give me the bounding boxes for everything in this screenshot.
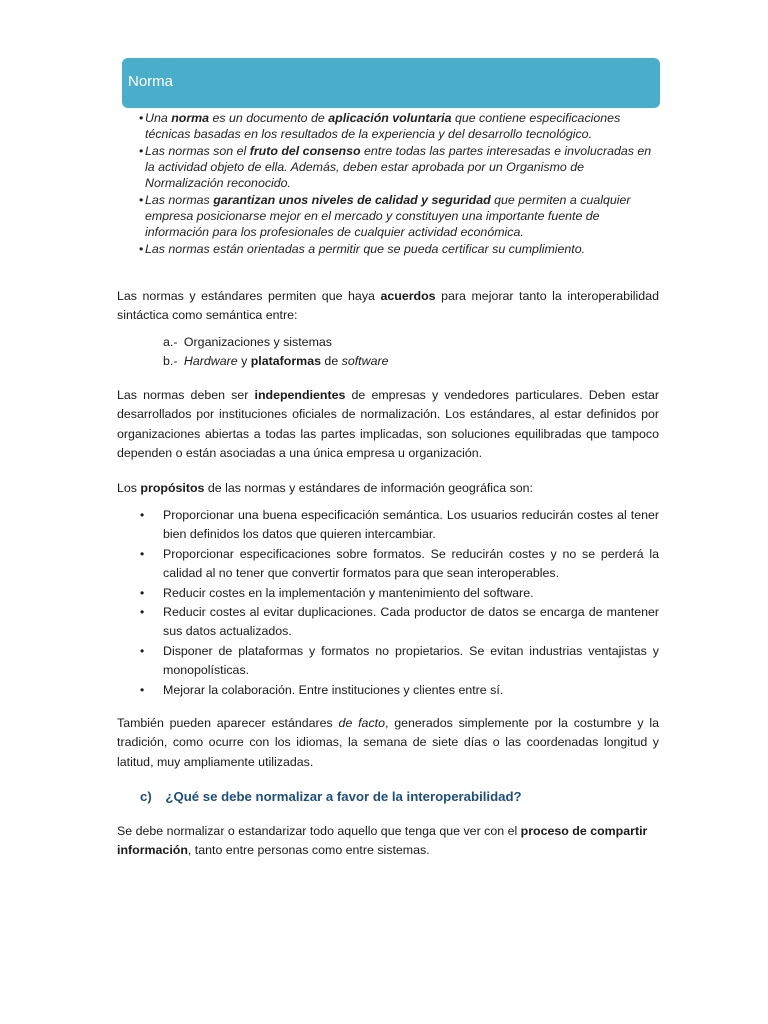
text-run: es un documento de — [209, 111, 329, 125]
norma-item-text — [145, 193, 631, 239]
text-run: norma — [171, 111, 210, 125]
section-letter: c) — [140, 789, 152, 804]
purpose-item — [140, 603, 659, 642]
text-run: propósitos — [140, 481, 205, 495]
purpose-item — [140, 681, 659, 700]
sublist-label: a.- — [163, 335, 178, 349]
bullet-icon: • — [140, 605, 145, 620]
section-heading — [140, 787, 522, 807]
sublist-label: b.- — [163, 354, 178, 368]
norma-item — [140, 110, 660, 142]
norma-item — [140, 192, 660, 240]
text-run: Las normas son el — [145, 144, 250, 158]
paragraph-propositos — [117, 479, 659, 498]
purpose-text: Mejorar la colaboración. Entre instituciones y clientes entre sí. — [163, 682, 504, 697]
text-run: Una — [145, 111, 172, 125]
section-title: ¿Qué se debe normalizar a favor de la interoperabilidad? — [165, 789, 522, 804]
purpose-item — [140, 642, 659, 681]
purpose-text: Proporcionar una buena especificación semántica. Los usuarios reducirán costes al tener bien definidos los datos que quieren intercambiar. — [163, 508, 659, 542]
text-run: y — [237, 354, 251, 368]
text-run: Organizaciones y sistemas — [183, 335, 332, 349]
text-run: que contiene especificaciones técnicas basadas en los resultados de la experiencia y del desarrollo tecnológico. — [145, 111, 621, 141]
bullet-icon: • — [139, 193, 144, 207]
text-run: fruto del consenso — [249, 144, 361, 158]
text-run: de — [320, 354, 342, 368]
bullet-icon: • — [140, 682, 145, 697]
norma-item — [140, 241, 660, 257]
text-run: , tanto entre personas como entre sistemas. — [187, 843, 430, 858]
paragraph-acuerdos — [117, 287, 659, 326]
text-run: Las normas deben ser — [117, 388, 255, 402]
bullet-icon: • — [140, 643, 145, 658]
text-run: entre todas las partes interesadas e involucradas en la actividad objeto de ella. Además, deben estar aprobada por un Organismo de Normalización reconocido. — [145, 144, 652, 190]
text-run: software — [341, 354, 389, 368]
text-run: garantizan unos niveles de calidad y seguridad — [213, 193, 491, 207]
bullet-icon: • — [139, 144, 144, 158]
norma-banner — [122, 58, 660, 108]
purpose-text: Proporcionar especificaciones sobre formatos. Se reducirán costes y no se perderá la calidad al no tener que convertir formatos para que sean interoperables. — [163, 546, 659, 581]
text-run: También pueden aparecer estándares — [117, 716, 339, 730]
purpose-item — [140, 506, 659, 545]
text-run: acuerdos — [380, 289, 436, 303]
text-run: de las normas y estándares de información geográfica son: — [204, 481, 533, 495]
sublist — [163, 333, 388, 371]
paragraph-independientes — [117, 386, 659, 464]
paragraph-de-facto — [117, 714, 659, 772]
text-run: Los — [117, 481, 141, 495]
bullet-icon: • — [140, 508, 145, 522]
text-run: Las normas y estándares permiten que haya — [117, 289, 381, 303]
text-run: de empresas y vendedores particulares. Deben estar desarrollados por instituciones oficiales de normalización. Los estándares, al estar definidos por organizaciones abiertas a todas las partes implicadas, son soluciones equilibradas que tampoco dependen o están asociadas a una única empresa u organización. — [117, 388, 660, 461]
norma-item-text — [145, 242, 585, 256]
norma-definition-list — [140, 110, 660, 258]
text-run: que permiten a cualquier empresa posicionarse mejor en el mercado y constituyen una importante fuente de información para los profesionales de cualquier actividad económica. — [145, 193, 631, 239]
text-run: Las normas — [145, 193, 214, 207]
bullet-icon: • — [139, 242, 144, 256]
text-run: aplicación voluntaria — [328, 111, 452, 125]
text-run: , generados simplemente por la costumbre y la tradición, como ocurre con los idiomas, la semana de siete días o las coordenadas longitud y latitud, muy ampliamente utilizadas. — [117, 716, 659, 769]
purpose-item — [140, 545, 659, 584]
text-run: Las normas están orientadas a permitir que se pueda certificar su cumplimiento. — [145, 242, 586, 256]
paragraph-conclusion — [117, 822, 659, 861]
text-run: Hardware — [183, 354, 238, 368]
text-run: independientes — [254, 388, 346, 402]
purpose-text: Reducir costes en la implementación y mantenimiento del software. — [163, 585, 534, 600]
sublist-item — [163, 352, 388, 371]
bullet-icon: • — [139, 111, 144, 125]
sublist-text — [184, 335, 332, 349]
norma-item-text — [145, 111, 620, 141]
purpose-text: Disponer de plataformas y formatos no propietarios. Se evitan industrias ventajistas y monopolísticas. — [163, 643, 659, 678]
norma-title: Norma — [128, 73, 174, 90]
purposes-list — [140, 506, 659, 700]
bullet-icon: • — [140, 546, 145, 561]
norma-item — [140, 143, 660, 191]
text-run: Se debe normalizar o estandarizar todo aquello que tenga que ver con el — [117, 824, 521, 838]
text-run: plataformas — [250, 354, 321, 368]
sublist-item — [163, 333, 388, 352]
text-run: de facto — [338, 716, 385, 730]
text-run: para mejorar tanto la interoperabilidad sintáctica como semántica entre: — [117, 289, 659, 323]
norma-item-text — [145, 144, 651, 190]
sublist-text — [184, 354, 389, 368]
purpose-item — [140, 584, 659, 603]
bullet-icon: • — [140, 585, 145, 600]
purpose-text: Reducir costes al evitar duplicaciones. Cada productor de datos se encarga de mantener sus datos actualizados. — [163, 605, 659, 639]
text-run: proceso de compartir información — [117, 824, 648, 858]
